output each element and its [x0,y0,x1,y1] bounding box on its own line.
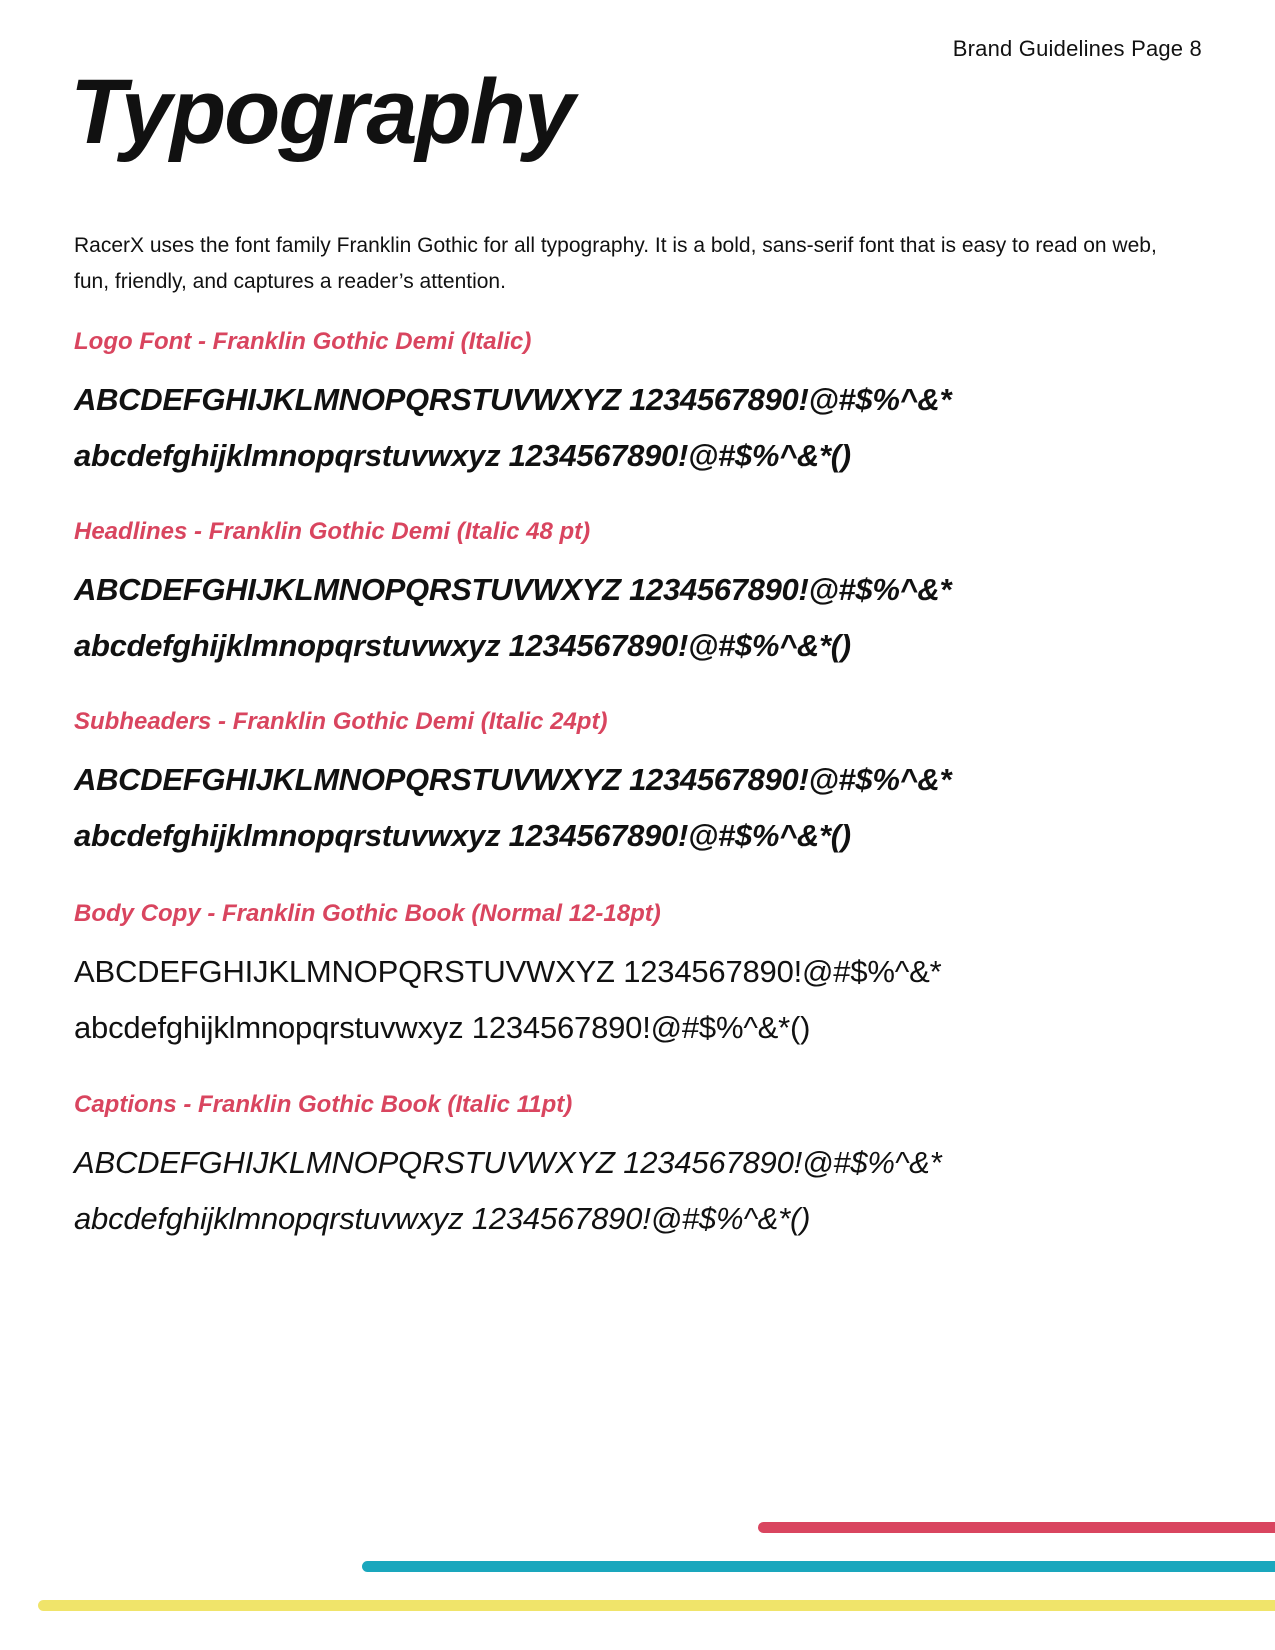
yellow-stripe [38,1600,1275,1611]
section-headlines [74,516,1224,674]
uppercase-sample: ABCDEFGHIJKLMNOPQRSTUVWXYZ 1234567890!@#$%^&* [74,1145,942,1180]
section-subheaders [74,706,1224,864]
uppercase-sample: ABCDEFGHIJKLMNOPQRSTUVWXYZ 1234567890!@#$%^&* [74,572,952,607]
section-heading: Headlines - Franklin Gothic Demi (Italic 48 pt) [74,518,591,545]
section-logo-font [74,326,1224,484]
lowercase-sample: abcdefghijklmnopqrstuvwxyz 1234567890!@#$%^&*() [74,1010,811,1045]
section-heading: Logo Font - Franklin Gothic Demi (Italic) [74,328,532,355]
uppercase-sample: ABCDEFGHIJKLMNOPQRSTUVWXYZ 1234567890!@#$%^&* [74,762,952,797]
red-stripe [758,1522,1275,1533]
section-captions [74,1089,1224,1247]
intro-paragraph: RacerX uses the font family Franklin Gothic for all typography. It is a bold, sans-serif font that is easy to read on web, fun, friendly, and captures a reader’s attention. [74,234,1157,293]
teal-stripe [362,1561,1275,1572]
lowercase-sample: abcdefghijklmnopqrstuvwxyz 1234567890!@#$%^&*() [74,1201,811,1236]
uppercase-sample: ABCDEFGHIJKLMNOPQRSTUVWXYZ 1234567890!@#$%^&* [74,382,952,417]
lowercase-sample: abcdefghijklmnopqrstuvwxyz 1234567890!@#$%^&*() [74,818,851,853]
section-body-copy [74,898,1224,1056]
section-heading: Subheaders - Franklin Gothic Demi (Italic 24pt) [74,708,608,735]
page-title: Typography [70,61,574,163]
uppercase-sample: ABCDEFGHIJKLMNOPQRSTUVWXYZ 1234567890!@#$%^&* [74,954,942,989]
section-heading: Body Copy - Franklin Gothic Book (Normal 12-18pt) [74,900,661,927]
page-label: Brand Guidelines Page 8 [952,36,1202,61]
lowercase-sample: abcdefghijklmnopqrstuvwxyz 1234567890!@#$%^&*() [74,438,851,473]
lowercase-sample: abcdefghijklmnopqrstuvwxyz 1234567890!@#$%^&*() [74,628,851,663]
section-heading: Captions - Franklin Gothic Book (Italic 11pt) [74,1091,573,1118]
